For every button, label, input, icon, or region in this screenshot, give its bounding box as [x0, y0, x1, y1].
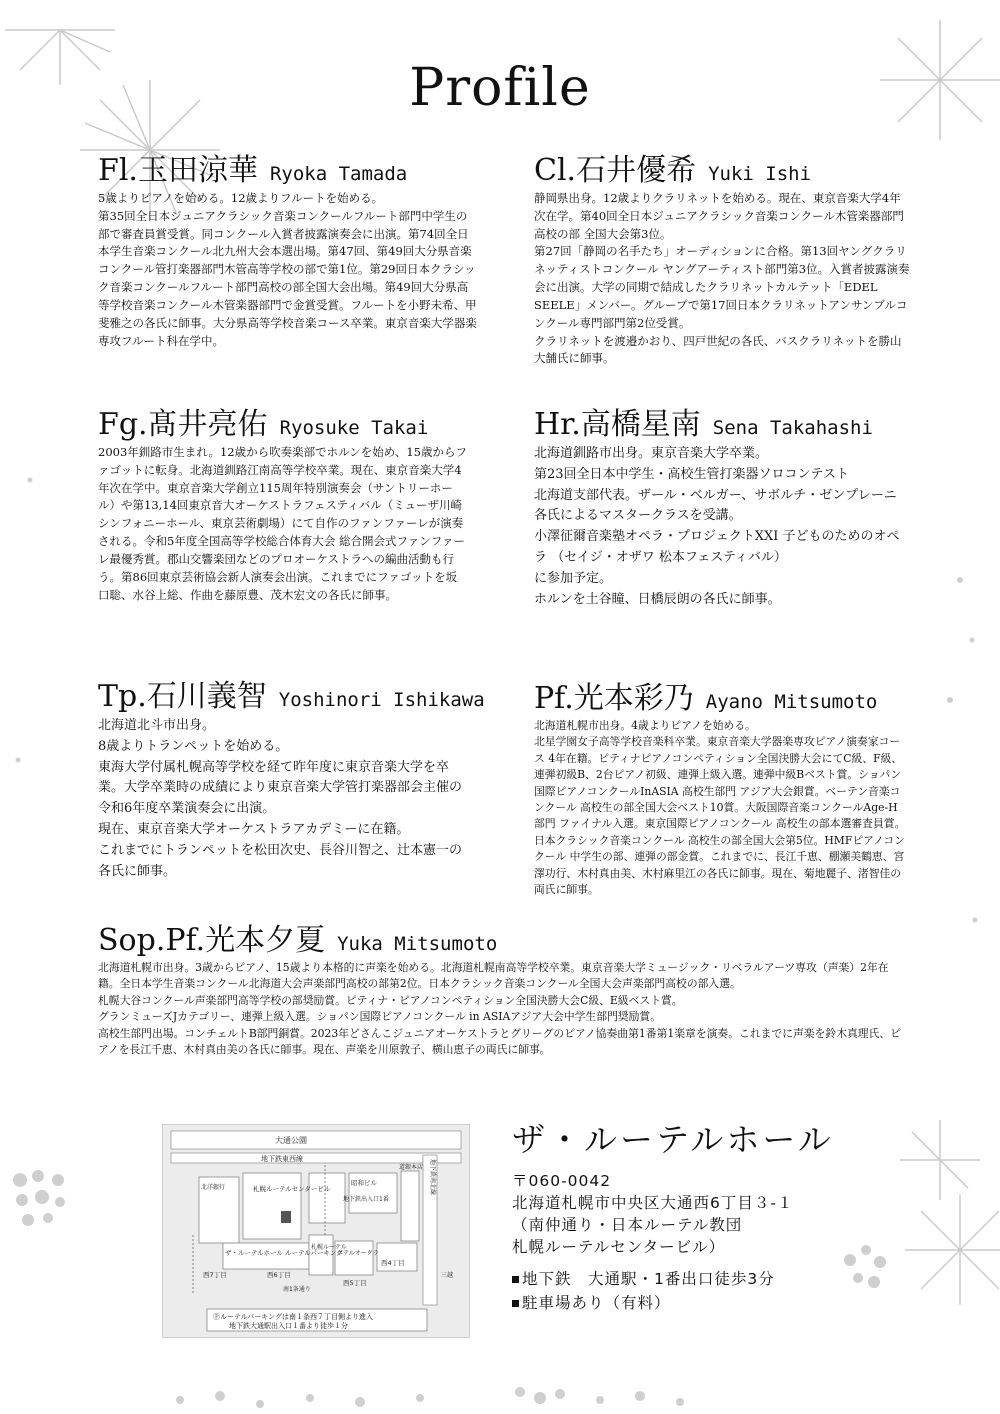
map-label-exit: 地下鉄出入口1番	[343, 1196, 389, 1203]
venue-address-3: 札幌ルーテルセンタービル）	[512, 1238, 726, 1257]
map-label-west5: 西5丁目	[343, 1279, 367, 1287]
profile-ryosuke-takai	[98, 407, 468, 604]
profile-bio: 北海道釧路市出身。東京音楽大学卒業。 第23回全日本中学生・高校生管打楽器ソロコンテスト 北海道支部代表。ザール・ベルガー、サボルチ・ゼンプレーニ各氏によるマスタークラスを受講。 小澤征爾音楽塾オペラ・プロジェクトXXI 子どものためのオペラ （セイジ・オザワ 松本フェスティバル） に参加予定。 ホルンを土谷瞳、日橋辰朗の各氏に師事。	[534, 446, 900, 607]
map-label-dogin: 道銀本店	[399, 1164, 424, 1171]
profile-name	[534, 407, 904, 442]
profile-bio: 2003年釧路市生まれ。12歳から吹奏楽部でホルンを始め、15歳からファゴットに転身。北海道釧路江南高等学校卒業。現在、東京音楽大学4年次在学中。東京音楽大学創立115周年特別演奏会（サントリーホール）や第13,14回東京音大オーケストラフェスティバル（ミューザ川崎シンフォニーホール、東京芸術劇場）にて自作のファンファーレが演奏される。令和5年度全国高等学校総合体育大会 総合開会式ファンファーレ最優秀賞。郡山交響楽団などのプロオーケストラへの編曲活動も行う。第86回東京芸術協会新人演奏会出演。これまでにファゴットを坂口聡、水谷上総、作曲を藤原豊、茂木宏文の各氏に師事。	[98, 445, 467, 602]
map-label-west4: 西4丁目	[381, 1259, 405, 1267]
profile-name	[98, 153, 478, 188]
map-label-hotel: ホテルオークラ	[337, 1250, 379, 1257]
profile-name	[534, 153, 912, 188]
hall-marker-icon	[281, 1211, 291, 1223]
romaji-name: Ayano Mitsumoto	[705, 691, 878, 713]
map-label-tozai: 地下鉄東西線	[261, 1155, 303, 1163]
instrument-name: Tp.石川義智	[98, 679, 267, 714]
access-list	[512, 1268, 952, 1315]
profile-bio: 5歳よりピアノを始める。12歳よりフルートを始める。 第35回全日本ジュニアクラシック音楽コンクールフルート部門中学生の部で審査員賞受賞。同コンクール入賞者披露演奏会に出演。第74回全日本学生音楽コンクール北九州大会本選出場。第47回、第49回大分県音楽コンクール管打楽器部門木管高等学校の部で第1位。第29回日本クラシック音楽コンクールフルート部門高校の部全国大会出場。第49回大分県高等学校音楽コンクール木管楽器部門で金賞受賞。フルートを小野未希、甲斐雅之の各氏に師事。大分県高等学校音楽コース卒業。東京音楽大学器楽専攻フルート科在学中。	[98, 191, 477, 348]
profile-yuki-ishi	[534, 153, 912, 368]
romaji-name: Sena Takahashi	[712, 417, 873, 439]
profile-sena-takahashi	[534, 407, 904, 610]
access-text: 地下鉄 大通駅・1番出口徒歩3分	[522, 1270, 775, 1289]
profile-bio: 静岡県出身。12歳よりクラリネットを始める。現在、東京音楽大学4年次在学。第40回全日本ジュニアクラシック音楽コンクール木管楽器部門高校の部 全国大会第3位。 第27回「静岡の名手たち」オーディションに合格。第13回ヤングクラリネッティストコンクール ヤングアーティスト部門第3位。入賞者披露演奏会に出演。大学の同期で結成したクラリネットカルテット「EDEL SEELE」メンバー。グループで第17回日本クラリネットアンサンブルコンクール専門部門第2位受賞。 クラリネットを渡邉かおり、四戸世紀の各氏、バスクラリネットを勝山大舗氏に師事。	[534, 191, 910, 366]
venue-name: ザ・ルーテルホール	[512, 1120, 834, 1159]
map-label-west7: 西7丁目	[203, 1271, 227, 1279]
map-note-parking: Ⓟルーテルパーキングは南１条西７丁目側より進入	[213, 1313, 373, 1321]
access-item-parking	[512, 1292, 952, 1315]
map-label-west6: 西6丁目	[267, 1271, 291, 1279]
access-item-subway	[512, 1268, 952, 1291]
romaji-name: Yoshinori Ishikawa	[278, 689, 485, 711]
profile-yoshinori-ishikawa	[98, 679, 485, 882]
instrument-name: Sop.Pf.光本夕夏	[98, 923, 326, 958]
profile-ayano-mitsumoto	[534, 681, 906, 898]
romaji-name: Ryosuke Takai	[279, 417, 429, 439]
venue-address-2: （南仲通り・日本ルーテル教団	[512, 1216, 743, 1235]
bullet-icon	[512, 1300, 519, 1307]
profile-name	[98, 679, 485, 714]
profile-ryoka-tamada	[98, 153, 478, 350]
map-note-exit: 地下鉄大通駅出入口１番より徒歩１分	[229, 1322, 348, 1330]
venue-address-1: 北海道札幌市中央区大通西6丁目３-１	[512, 1194, 794, 1213]
map-label-kondo: 札幌ルーテル	[311, 1244, 347, 1251]
map-label-south1: 南1条通り	[283, 1286, 311, 1293]
map-label-park: 大通公園	[275, 1136, 307, 1145]
profile-bio: 北海道札幌市出身。3歳からピアノ、15歳より本格的に声楽を始める。北海道札幌南高等学校卒業。東京音楽大学ミュージック・リベラルアーツ専攻（声楽）2年在籍。全日本学生音楽コンクール北海道大会声楽部門高校の部第2位。日本クラシック音楽コンクール全国大会声楽部門高校の部入選。 札幌大谷コンクール声楽部門高等学校の部奨励賞。ピティナ・ピアノコンペティション全国決勝大会C級、E級ベスト賞。 グランミューズJカテゴリー、連弾上級入選。ショパン国際ピアノコンクール in ASIAアジア大会中学生部門奨励賞。 高校生部門出場。コンチェルトB部門銅賞。2023年どさんこジュニアオーケストラとグリーグのピアノ協奏曲第1番第1楽章を演奏。これまでに声楽を鈴木真理氏、ピアノを長江千恵、木村真由美の各氏に師事。現在、声楽を川原敦子、横山恵子の両氏に師事。	[98, 961, 901, 1057]
profile-name	[98, 407, 468, 442]
map-label-showa: 昭和ビル	[351, 1179, 377, 1187]
map-label-parking: ザ・ルーテルホール ルーテルパーキング	[225, 1249, 343, 1257]
venue-info	[512, 1122, 952, 1315]
map-label-bank: 北洋銀行	[201, 1184, 226, 1191]
access-text: 駐車場あり（有料）	[522, 1293, 671, 1312]
instrument-name: Hr.高橋星南	[534, 407, 701, 442]
romaji-name: Yuki Ishi	[708, 163, 812, 185]
map-label-namboku: 地下鉄南北線	[429, 1159, 436, 1196]
romaji-name: Yuka Mitsumoto	[337, 933, 498, 955]
access-map	[162, 1124, 470, 1338]
profile-name	[534, 681, 906, 716]
romaji-name: Ryoka Tamada	[269, 163, 408, 185]
instrument-name: Fg.髙井亮佑	[98, 407, 268, 442]
instrument-name: Fl.玉田涼華	[98, 153, 258, 188]
venue-postal: 〒060-0042	[512, 1172, 612, 1191]
page-title: Profile	[409, 58, 591, 118]
instrument-name: Pf.光本彩乃	[534, 681, 694, 716]
map-graphic	[163, 1125, 469, 1337]
profile-yuka-mitsumoto	[98, 923, 906, 1058]
bullet-icon	[512, 1276, 519, 1283]
profile-name	[98, 923, 906, 958]
profile-bio: 北海道北斗市出身。 8歳よりトランペットを始める。 東海大学付属札幌高等学校を経て昨年度に東京音楽大学を卒業。大学卒業時の成績により東京音楽大学管打楽器部会主催の令和6年度卒業演奏会に出演。 現在、東京音楽大学オーケストラアカデミーに在籍。 これまでにトランペットを松田次史、長谷川智之、辻本憲一の各氏に師事。	[98, 718, 463, 879]
map-label-mitsukoshi: 三越	[441, 1272, 454, 1279]
profile-bio: 北海道札幌市出身。4歳よりピアノを始める。 北星学園女子高等学校音楽科卒業。東京音楽大学器楽専攻ピアノ演奏家コース 4年在籍。ピティナピアノコンペティション全国決勝大会にてC級、F級、連弾初級B、2台ピアノ初級、連弾上級入選。連弾中級Bベスト賞。ショパン国際ピアノコンクールInASIA 高校生部門 アジア大会銀賞。ベーテン音楽コンクール 高校生の部全国大会ベスト10賞。大阪国際音楽コンクールAge-H部門 ファイナル入選。東京国際ピアノコンクール 高校生の部本選審査員賞。日本クラシック音楽コンクール 高校生の部全国大会第5位。HMFピアノコンクール 中学生の部、連弾の部金賞。これまでに、長江千恵、棚瀬美鶴恵、宮澤功行、木村真由美、木村麻里江の各氏に師事。現在、菊地麗子、渚智佳の両氏に師事。	[534, 719, 906, 897]
map-label-center: 札幌ルーテルセンタービル	[253, 1185, 331, 1193]
instrument-name: Cl.石井優希	[534, 153, 697, 188]
